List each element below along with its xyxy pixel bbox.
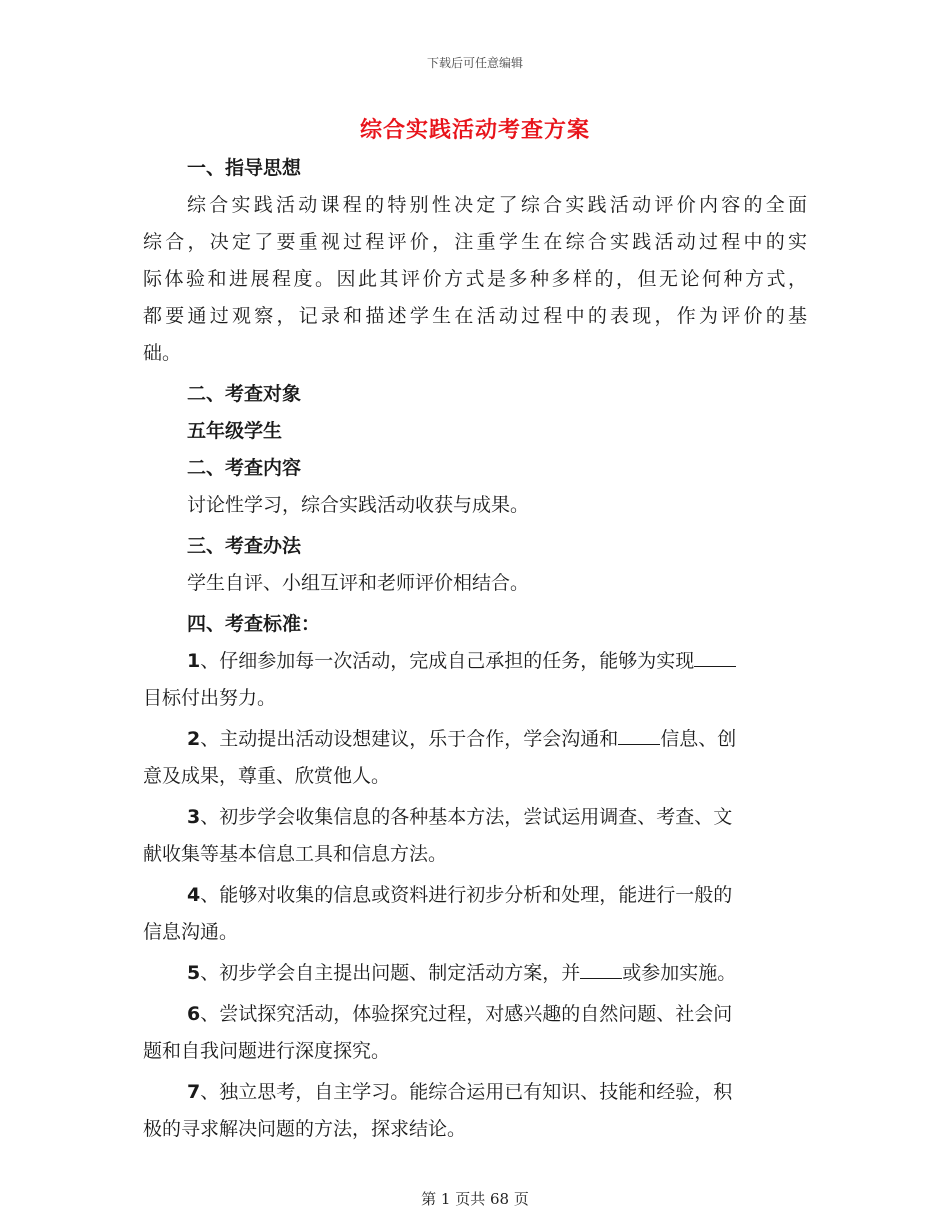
criterion-text: 、仔细参加每一次活动，完成自己承担的任务，能够为实现 xyxy=(200,650,695,672)
criterion-line: 极的寻求解决问题的方法，探求结论。 xyxy=(143,1118,467,1140)
criterion-line: 题和自我问题进行深度探究。 xyxy=(143,1040,391,1062)
criterion-text: 、主动提出活动设想建议，乐于合作，学会沟通和 xyxy=(200,728,619,750)
criterion-number: 5 xyxy=(187,962,201,984)
section-body-content: 讨论性学习，综合实践活动收获与成果。 xyxy=(187,494,530,516)
criterion-item-6 xyxy=(143,996,807,1033)
criterion-number: 1 xyxy=(187,650,201,672)
criterion-text: 、初步学会收集信息的各种基本方法，尝试运用调查、考查、文 xyxy=(200,806,733,828)
criterion-line: 目标付出努力。 xyxy=(143,687,277,709)
section-heading-content: 二、考查内容 xyxy=(187,457,302,479)
paragraph-line: 际体验和进展程度。因此其评价方式是多种多样的，但无论何种方式， xyxy=(143,268,807,290)
section-heading-target: 二、考查对象 xyxy=(187,383,302,405)
section-heading-guiding-thought: 一、指导思想 xyxy=(187,157,302,179)
criterion-number: 2 xyxy=(187,728,201,750)
paragraph-line: 都要通过观察，记录和描述学生在活动过程中的表现，作为评价的基 xyxy=(143,305,807,327)
criterion-number: 7 xyxy=(187,1081,201,1103)
criterion-line: 意及成果，尊重、欣赏他人。 xyxy=(143,765,391,787)
criterion-item-1 xyxy=(143,643,807,680)
criterion-text: 、初步学会自主提出问题、制定活动方案，并 xyxy=(200,962,581,984)
criterion-item-5 xyxy=(143,955,807,992)
fill-blank xyxy=(694,652,736,667)
criterion-text: 或参加实施。 xyxy=(622,962,737,984)
criterion-item-3 xyxy=(143,799,807,836)
criterion-line: 献收集等基本信息工具和信息方法。 xyxy=(143,843,448,865)
fill-blank xyxy=(618,730,660,745)
paragraph-line: 综合实践活动课程的特别性决定了综合实践活动评价内容的全面 xyxy=(187,194,807,216)
paragraph-line: 综合，决定了要重视过程评价，注重学生在综合实践活动过程中的实 xyxy=(143,231,807,253)
section-body-target: 五年级学生 xyxy=(187,420,283,442)
document-body xyxy=(143,150,807,1148)
criterion-item-4 xyxy=(143,877,807,914)
paragraph-line: 础。 xyxy=(143,342,182,364)
criterion-number: 6 xyxy=(187,1003,201,1025)
criterion-number: 3 xyxy=(187,806,201,828)
page-header: 下载后可任意编辑 xyxy=(426,56,523,70)
criterion-text: 、独立思考，自主学习。能综合运用已有知识、技能和经验，积 xyxy=(200,1081,733,1103)
page-footer: 第 1 页共 68 页 xyxy=(421,1190,529,1208)
section-heading-method: 三、考查办法 xyxy=(187,535,302,557)
criterion-number: 4 xyxy=(187,884,201,906)
section-heading-standards: 四、考查标准： xyxy=(187,613,321,635)
criterion-text: 、能够对收集的信息或资料进行初步分析和处理，能进行一般的 xyxy=(200,884,733,906)
fill-blank xyxy=(580,964,622,979)
document-title: 综合实践活动考查方案 xyxy=(359,117,590,143)
criterion-item-7 xyxy=(143,1074,807,1111)
criterion-text: 、尝试探究活动，体验探究过程，对感兴趣的自然问题、社会问 xyxy=(200,1003,733,1025)
section-body-method: 学生自评、小组互评和老师评价相结合。 xyxy=(187,572,530,594)
criterion-item-2 xyxy=(143,721,807,758)
criterion-text: 信息、创 xyxy=(660,728,737,750)
criterion-line: 信息沟通。 xyxy=(143,921,239,943)
